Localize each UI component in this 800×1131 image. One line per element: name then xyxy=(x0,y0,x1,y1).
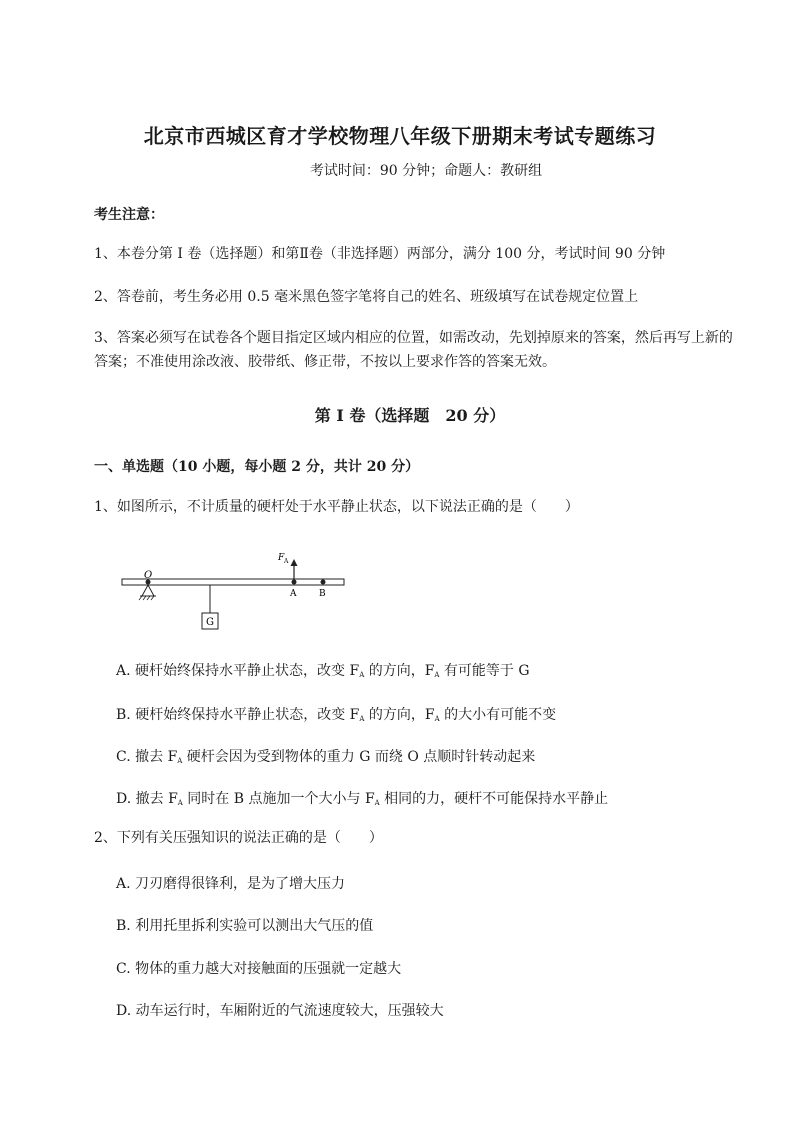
label-f-sub: A xyxy=(284,558,289,565)
lever-diagram xyxy=(118,548,350,636)
page-title: 北京市西城区育才学校物理八年级下册期末考试专题练习 xyxy=(143,124,657,148)
question-1-option-a[interactable]: A. 硬杆始终保持水平静止状态，改变 $F_A$ 的方向，$F_A$ 有可能等于 G xyxy=(116,663,530,679)
label-f: F xyxy=(278,553,285,563)
point-b xyxy=(321,580,326,585)
label-g: G xyxy=(206,617,214,628)
question-1-option-b[interactable]: B. 硬杆始终保持水平静止状态，改变 $F_A$ 的方向，$F_A$ 的大小有可能不变 xyxy=(116,707,557,723)
label-a: A xyxy=(290,589,297,599)
section-title: 第 I 卷（选择题 20 分） xyxy=(314,406,506,425)
force-arrow-head xyxy=(291,559,298,566)
fulcrum-triangle xyxy=(142,585,154,596)
label-o: O xyxy=(144,570,153,581)
question-2-option-d[interactable]: D. 动车运行时，车厢附近的气流速度较大，压强较大 xyxy=(116,1003,444,1019)
label-b: B xyxy=(319,589,326,599)
exam-info: 考试时间：90 分钟；命题人：教研组 xyxy=(309,163,543,179)
question-2-stem: 2、下列有关压强知识的说法正确的是（ ） xyxy=(94,830,383,846)
question-2-option-b[interactable]: B. 利用托里拆利实验可以测出大气压的值 xyxy=(116,918,374,934)
notice-item-2: 2、答卷前，考生务必用 0.5 毫米黑色签字笔将自己的姓名、班级填写在试卷规定位置上 xyxy=(94,289,639,305)
notice-item-3: 3、答案必须写在试卷各个题目指定区域内相应的位置，如需改动，先划掉原来的答案，然后再写上新的答案；不准使用涂改液、胶带纸、修正带，不按以上要求作答的答案无效。 xyxy=(94,330,733,370)
question-2-option-c[interactable]: C. 物体的重力越大对接触面的压强就一定越大 xyxy=(116,961,402,977)
lever-bar xyxy=(122,579,344,585)
question-1-option-d[interactable]: D. 撤去 $F_A$ 同时在 B 点施加一个大小与 $F_A$ 相同的力，硬杆不可能保持水平静止 xyxy=(116,791,609,807)
question-2-option-a[interactable]: A. 刀刃磨得很锋利，是为了增大压力 xyxy=(116,876,346,892)
question-1-option-c[interactable]: C. 撤去 $F_A$ 硬杆会因为受到物体的重力 G 而绕 O 点顺时针转动起来 xyxy=(116,749,536,765)
notice-item-1: 1、本卷分第 I 卷（选择题）和第Ⅱ卷（非选择题）两部分，满分 100 分，考试时间 90 分钟 xyxy=(94,246,666,262)
question-1-stem: 1、如图所示，不计质量的硬杆处于水平静止状态，以下说法正确的是（ ） xyxy=(94,499,579,515)
notice-heading: 考生注意： xyxy=(94,207,164,223)
part-heading: 一、单选题（10 小题，每小题 2 分，共计 20 分） xyxy=(94,459,420,475)
